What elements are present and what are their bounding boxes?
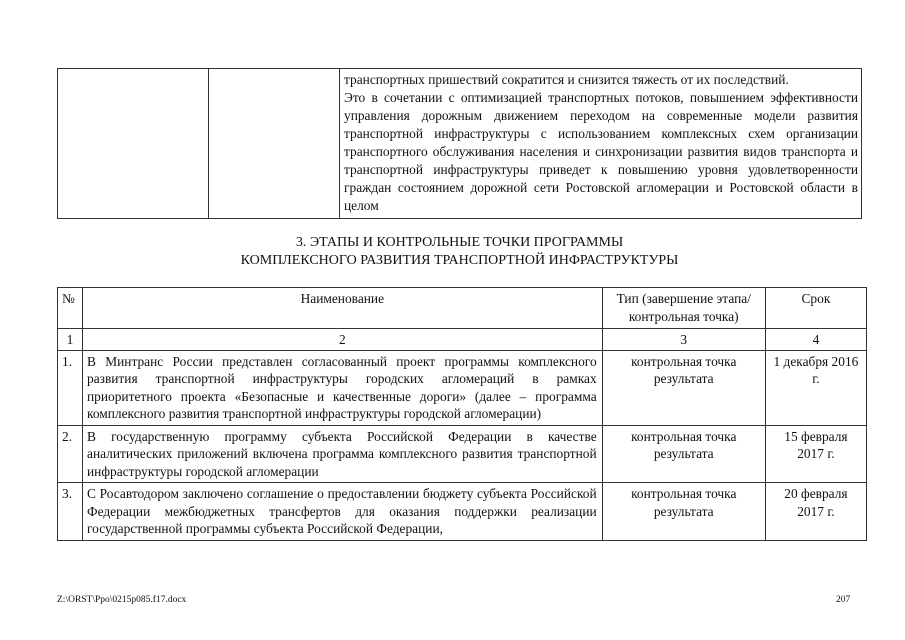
footer-page-number: 207 [836,595,851,605]
header-name: Наименование [83,288,603,329]
row-num: 2. [58,425,83,483]
row-type: контрольная точка результата [602,425,765,483]
table-row [58,350,867,425]
continuation-row [58,69,862,219]
row-name: С Росавтодором заключено соглашение о предоставлении бюджету субъекта Российской Федерации межбюджетных трансфертов для оказания поддержки реализации государственной программы субъекта Российской Федерации, [83,483,603,541]
milestones-table [57,287,867,541]
table-row [58,425,867,483]
section-title-line-2: КОМПЛЕКСНОГО РАЗВИТИЯ ТРАНСПОРТНОЙ ИНФРАСТРУКТУРЫ [240,253,679,268]
continuation-cell-text [340,69,862,219]
column-index-row [58,329,867,351]
section-title-line-1: 3. ЭТАПЫ И КОНТРОЛЬНЫЕ ТОЧКИ ПРОГРАММЫ [295,235,624,250]
continuation-paragraph-2: Это в сочетании с оптимизацией транспортных потоков, повышением эффективности управления дорожным движением переходом на современные модели развития транспортной инфраструктуры с использованием комплексных схем организации транспортного обслуживания населения и синхронизации развития видов транспорта и транспортной инфраструктуры приведет к повышению уровня удовлетворенности граждан состоянием дорожной сети Ростовской агломерации и Ростовской области в целом [344,90,858,213]
header-date: Срок [765,288,866,329]
row-type: контрольная точка результата [602,350,765,425]
row-type: контрольная точка результата [602,483,765,541]
column-index-2: 2 [83,329,603,351]
header-type: Тип (завершение этапа/контрольная точка) [602,288,765,329]
column-index-4: 4 [765,329,866,351]
header-num: № [58,288,83,329]
column-index-3: 3 [602,329,765,351]
footer-file-path: Z:\ORST\Ppo\0215p085.f17.docx [57,595,187,605]
table-header-row [58,288,867,329]
row-name: В Минтранс России представлен согласованный проект программы комплексного развития транспортной инфраструктуры городских агломераций в рамках приоритетного проекта «Безопасные и качественные дороги» (далее – программа комплексного развития транспортной инфраструктуры городской агломерации) [83,350,603,425]
row-num: 1. [58,350,83,425]
row-name: В государственную программу субъекта Российской Федерации в качестве аналитических приложений включена программа комплексного развития транспортной инфраструктуры городской агломерации [83,425,603,483]
table-row [58,483,867,541]
continuation-cell-empty-2 [209,69,340,219]
row-date: 20 февраля 2017 г. [765,483,866,541]
column-index-1: 1 [58,329,83,351]
section-title [57,234,862,270]
continuation-table [57,68,862,219]
continuation-cell-empty-1 [58,69,209,219]
continuation-paragraph-1: транспортных пришествий сократится и снизится тяжесть от их последствий. [344,72,789,87]
row-date: 15 февраля 2017 г. [765,425,866,483]
page-bottom-margin [0,577,905,640]
row-num: 3. [58,483,83,541]
row-date: 1 декабря 2016 г. [765,350,866,425]
